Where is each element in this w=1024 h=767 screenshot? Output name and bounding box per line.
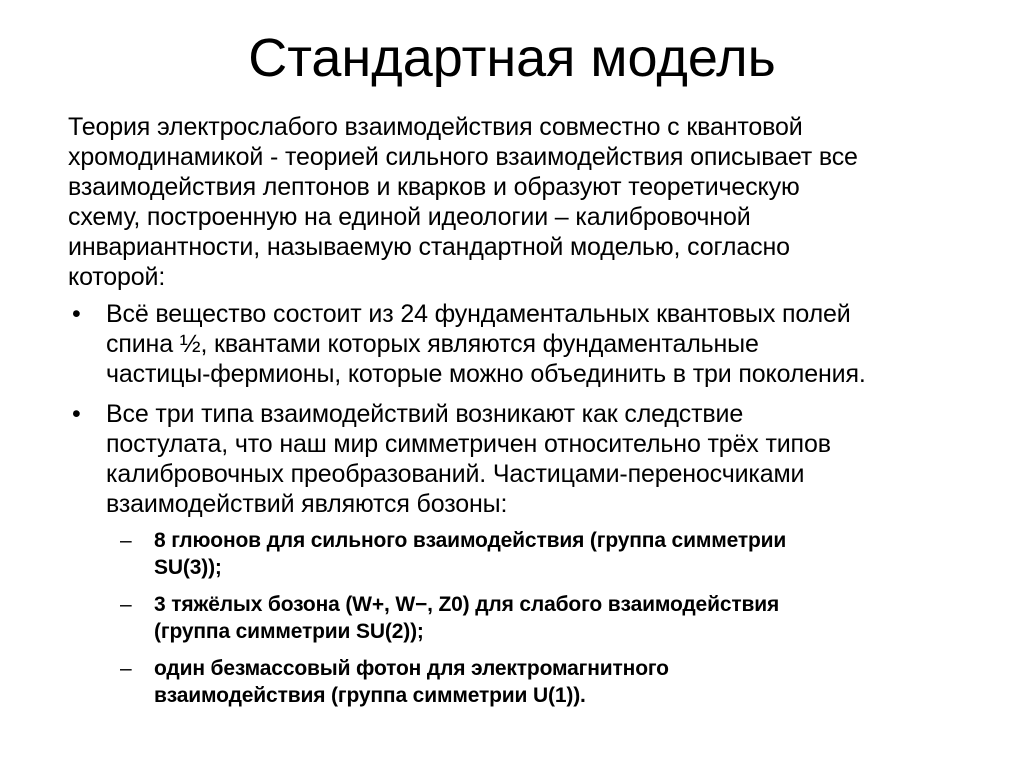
sub-item-heavy-bosons	[106, 591, 988, 645]
sub-item-line: SU(3));	[154, 556, 222, 579]
dash-icon: –	[120, 529, 132, 552]
bullet-item-interactions	[68, 399, 988, 709]
bullet-line: частицы-фермионы, которые можно объединить в три поколения.	[106, 360, 866, 388]
intro-line: взаимодействия лептонов и кварков и образуют теоретическую	[68, 173, 800, 201]
intro-line: Теория электрослабого взаимодействия совместно с квантовой	[68, 113, 803, 141]
intro-line: которой:	[68, 263, 166, 291]
bullet-line: калибровочных преобразований. Частицами-переносчиками	[106, 460, 805, 488]
bullet-line: Всё вещество состоит из 24 фундаментальных квантовых полей	[106, 300, 851, 328]
slide-body	[68, 112, 988, 719]
sub-item-line: один безмассовый фотон для электромагнитного	[154, 657, 669, 680]
bullet-line: Все три типа взаимодействий возникают как следствие	[106, 400, 744, 428]
dash-icon: –	[120, 593, 132, 616]
sub-item-line: (группа симметрии SU(2));	[154, 620, 424, 643]
bullet-list	[68, 299, 988, 709]
intro-line: хромодинамикой - теорией сильного взаимодействия описывает все	[68, 143, 858, 171]
intro-line: инвариантности, называемую стандартной моделью, согласно	[68, 233, 790, 261]
sub-item-line: взаимодействия (группа симметрии U(1)).	[154, 684, 586, 707]
dash-icon: –	[120, 657, 132, 680]
sub-item-gluons	[106, 527, 988, 581]
bullet-icon: •	[72, 400, 81, 428]
bullet-line: взаимодействий являются бозоны:	[106, 490, 508, 518]
slide-title: Стандартная модель	[248, 28, 776, 88]
bullet-icon: •	[72, 300, 81, 328]
sub-item-line: 8 глюонов для сильного взаимодействия (группа симметрии	[154, 529, 787, 552]
bullet-line: постулата, что наш мир симметричен относительно трёх типов	[106, 430, 831, 458]
sub-item-line: 3 тяжёлых бозона (W+, W−, Z0) для слабого взаимодействия	[154, 593, 780, 616]
intro-paragraph	[68, 112, 988, 292]
intro-line: схему, построенную на единой идеологии – калибровочной	[68, 203, 751, 231]
boson-sublist	[106, 527, 988, 709]
bullet-line: спина ½, квантами которых являются фундаментальные	[106, 330, 759, 358]
sub-item-photon	[106, 655, 988, 709]
bullet-item-fields	[68, 299, 988, 389]
